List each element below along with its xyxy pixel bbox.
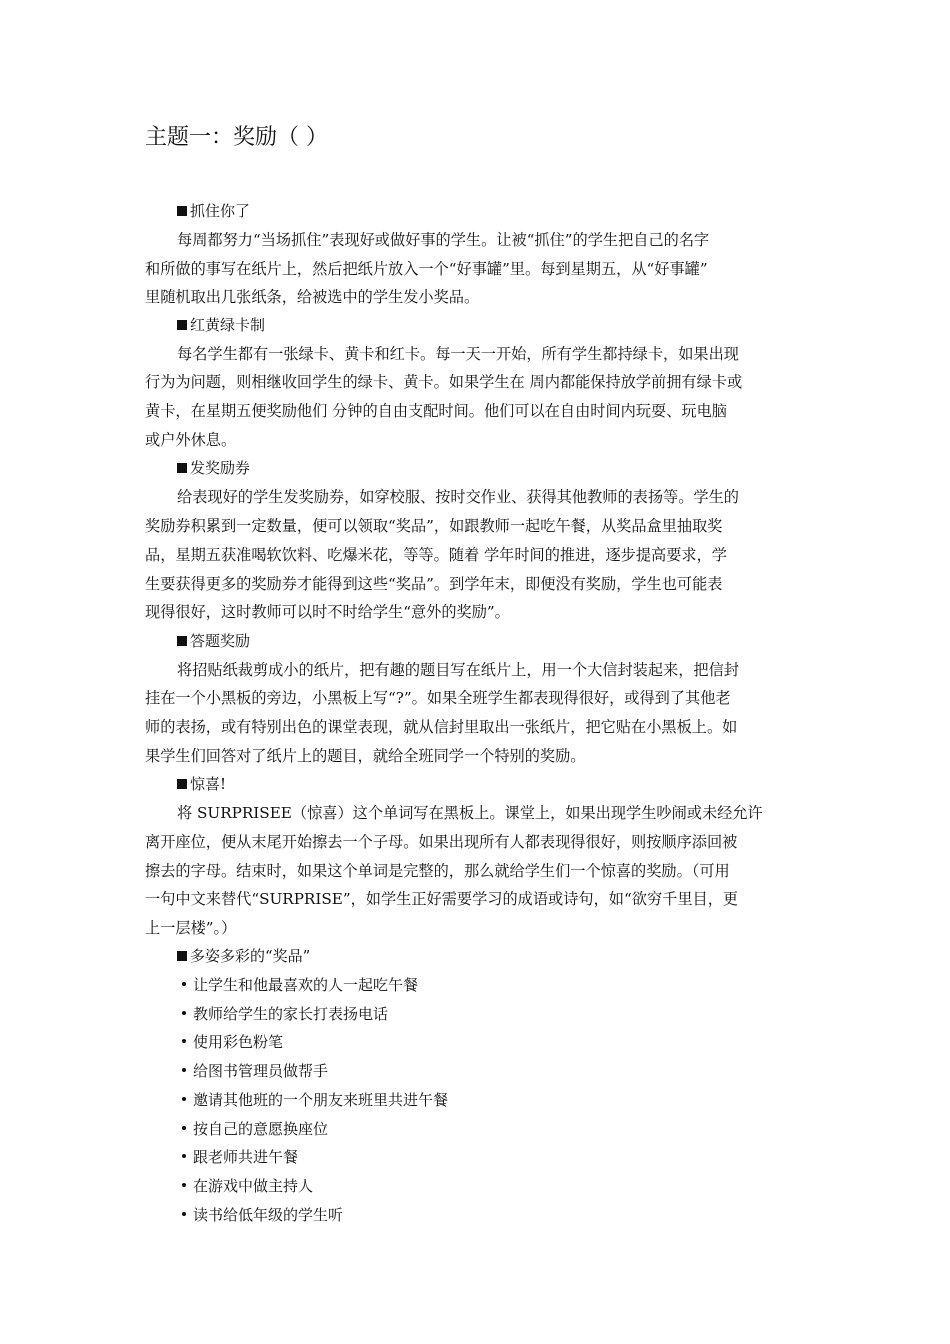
dot-bullet-icon: [182, 1212, 186, 1216]
paragraph-line: 一句中文来替代“SURPRISE”，如学生正好需要学习的成语或诗句，如“欲穷千里目，更: [145, 890, 739, 908]
list-item: 跟老师共进午餐: [182, 1147, 298, 1167]
list-item: 给图书管理员做帮手: [182, 1061, 328, 1081]
paragraph-line: 行为为问题，则相继收回学生的绿卡、黄卡。如果学生在 周内都能保持放学前拥有绿卡或: [145, 373, 743, 391]
paragraph-line: 上一层楼”。）: [145, 919, 237, 937]
paragraph-line: 将招贴纸裁剪成小的纸片，把有趣的题目写在纸片上，用一个大信封装起来，把信封: [177, 661, 739, 679]
paragraph-line: 每周都努力“当场抓住”表现好或做好事的学生。让被“抓住”的学生把自己的名字: [177, 231, 710, 249]
list-item: 使用彩色粉笔: [182, 1032, 283, 1052]
dot-bullet-icon: [182, 1126, 186, 1130]
square-bullet-icon: [177, 779, 187, 789]
list-item: 教师给学生的家长打表扬电话: [182, 1004, 388, 1024]
section-heading-vouchers: 发奖励券: [177, 458, 250, 478]
square-bullet-icon: [177, 320, 187, 330]
paragraph-line: 每名学生都有一张绿卡、黄卡和红卡。每一天一开始，所有学生都持绿卡，如果出现: [177, 345, 739, 363]
square-bullet-icon: [177, 206, 187, 216]
paragraph-line: 或户外休息。: [145, 431, 237, 449]
square-bullet-icon: [177, 951, 187, 961]
section-heading-prizes: 多姿多彩的“奖品”: [177, 946, 310, 966]
paragraph-line: 和所做的事写在纸片上，然后把纸片放入一个“好事罐”里。每到星期五，从“好事罐”: [145, 260, 708, 278]
paragraph-line: 师的表扬，或有特别出色的课堂表现，就从信封里取出一张纸片，把它贴在小黑板上。如: [145, 718, 738, 736]
paragraph-line: 擦去的字母。结束时，如果这个单词是完整的，那么就给学生们一个惊喜的奖励。（可用: [145, 862, 730, 880]
paragraph-line: 现得很好，这时教师可以时不时给学生“意外的奖励”。: [145, 603, 510, 621]
square-bullet-icon: [177, 636, 187, 646]
paragraph-line: 品，星期五获准喝软饮料、吃爆米花，等等。随着 学年时间的推进，逐步提高要求，学: [145, 546, 727, 564]
dot-bullet-icon: [182, 1097, 186, 1101]
section-heading-catch: 抓住你了: [177, 201, 250, 221]
dot-bullet-icon: [182, 1183, 186, 1187]
dot-bullet-icon: [182, 982, 186, 986]
paragraph-line: 挂在一个小黑板的旁边，小黑板上写“?”。如果全班学生都表现得很好，或得到了其他老: [145, 689, 731, 707]
paragraph-line: 果学生们回答对了纸片上的题目，就给全班同学一个特别的奖励。: [145, 747, 586, 765]
list-item: 在游戏中做主持人: [182, 1176, 313, 1196]
paragraph-line: 奖励券积累到一定数量，便可以领取“奖品”，如跟教师一起吃午餐，从奖品盒里抽取奖: [145, 517, 723, 535]
list-item: 按自己的意愿换座位: [182, 1119, 328, 1139]
dot-bullet-icon: [182, 1039, 186, 1043]
paragraph-line: 生要获得更多的奖励券才能得到这些“奖品”。到学年末，即便没有奖励，学生也可能表: [145, 575, 723, 593]
list-item: 邀请其他班的一个朋友来班里共进午餐: [182, 1090, 448, 1110]
paragraph-line: 里随机取出几张纸条，给被选中的学生发小奖品。: [145, 288, 480, 306]
section-heading-surprise: 惊喜!: [177, 774, 226, 794]
section-heading-card-system: 红黄绿卡制: [177, 315, 265, 335]
section-heading-quiz: 答题奖励: [177, 631, 250, 651]
square-bullet-icon: [177, 463, 187, 473]
dot-bullet-icon: [182, 1068, 186, 1072]
dot-bullet-icon: [182, 1011, 186, 1015]
page-title: 主题一：奖励（ ）: [145, 125, 328, 150]
dot-bullet-icon: [182, 1154, 186, 1158]
list-item: 让学生和他最喜欢的人一起吃午餐: [182, 975, 418, 995]
paragraph-line: 黄卡，在星期五便奖励他们 分钟的自由支配时间。他们可以在自由时间内玩耍、玩电脑: [145, 402, 727, 420]
paragraph-line: 给表现好的学生发奖励券，如穿校服、按时交作业、获得其他教师的表扬等。学生的: [177, 488, 739, 506]
paragraph-line: 离开座位，便从末尾开始擦去一个子母。如果出现所有人都表现得很好，则按顺序添回被: [145, 833, 738, 851]
list-item: 读书给低年级的学生听: [182, 1205, 343, 1225]
paragraph-line: 将 SURPRISEE（惊喜）这个单词写在黑板上。课堂上，如果出现学生吵闹或未经允许: [177, 804, 763, 822]
